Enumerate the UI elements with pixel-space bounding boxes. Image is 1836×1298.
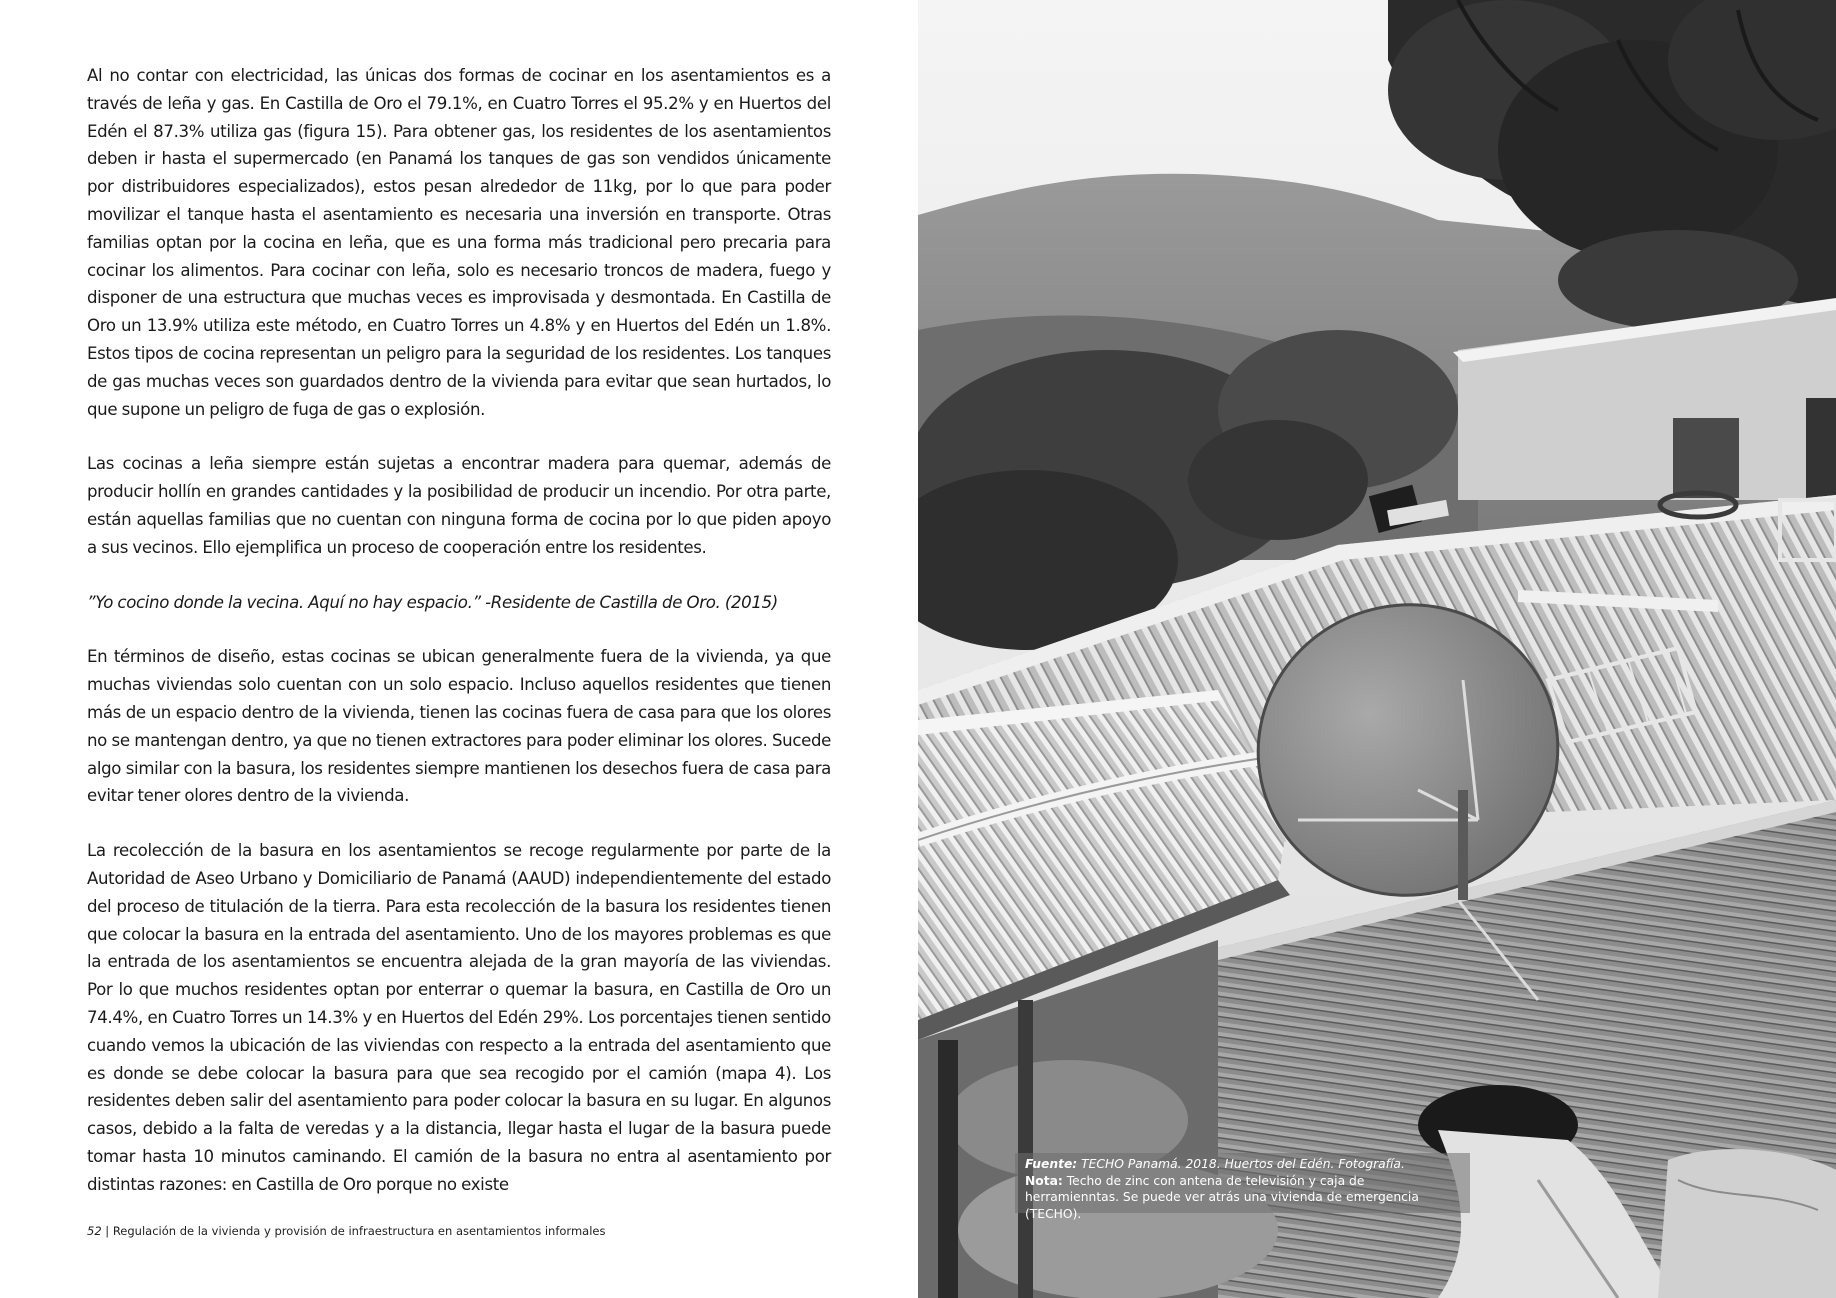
page-footer [87,1224,605,1238]
paragraph-2: Las cocinas a leña siempre están sujetas a encontrar madera para quemar, además de producir hollín en grandes cantidades y la posibilidad de producir un incendio. Por otra parte, están aquellas familias que no cuentan con ninguna forma de cocina por lo que piden apoyo a sus vecinos. Ello ejemplifica un proceso de cooperación entre los residentes. [87,454,831,557]
caption-nota-text: Techo de zinc con antena de televisión y caja de herramienntas. Se puede ver atrás una vivienda de emergencia (TECHO). [1025,1173,1419,1221]
caption-fuente-label: Fuente: [1025,1157,1078,1171]
paragraph-1: Al no contar con electricidad, las únicas dos formas de cocinar en los asentamientos es a través de leña y gas. En Castilla de Oro el 79.1%, en Cuatro Torres el 95.2% y en Huertos del Edén el 87.3% utiliza gas (figura 15). Para obtener gas, los residentes de los asentamientos deben ir hasta el supermercado (en Panamá los tanques de gas son vendidos únicamente por distribuidores especializados), estos pesan alrededor de 11kg, por lo que para poder movilizar el tanque hasta el asentamiento es necesaria una inversión en transporte. Otras familias optan por la cocina en leña, que es una forma más tradicional pero precaria para cocinar los alimentos. Para cocinar con leña, solo es necesario troncos de madera, fuego y disponer de una estructura que muchas veces es improvisada y desmontada. En Castilla de Oro un 13.9% utiliza este método, en Cuatro Torres un 4.8% y en Huertos del Edén un 1.8%. Estos tipos de cocina representan un peligro para la seguridad de los residentes. Los tanques de gas muchas veces son guardados dentro de la vivienda para evitar que sean hurtados, lo que supone un peligro de fuga de gas o explosión. [87,66,831,419]
page-number: 52 [87,1224,102,1238]
caption-note [1025,1173,1460,1223]
paragraph-4: La recolección de la basura en los asentamientos se recoge regularmente por parte de la Autoridad de Aseo Urbano y Domiciliario de Panamá (AAUD) independientemente del estado del proceso de titulación de la tierra. Para esta recolección de la basura los residentes tienen que colocar la basura en la entrada del asentamiento. Uno de los mayores problemas es que la entrada de los asentamientos se encuentra alejada de la gran mayoría de las viviendas. Por lo que muchos residentes optan por enterrar o quemar la basura, en Castilla de Oro un 74.4%, en Cuatro Torres un 14.3% y en Huertos del Edén 29%. Los porcentajes tienen sentido cuando vemos la ubicación de las viviendas con respecto a la entrada del asentamiento que es donde se debe colocar la basura para que sea recogido por el camión (mapa 4). Los residentes deben salir del asentamiento para poder colocar la basura en su lugar. En algunos casos, debido a la falta de veredas y a la distancia, llegar hasta el lugar de la basura puede tomar hasta 10 minutos caminando. El camión de la basura no entra al asentamiento por distintas razones: en Castilla de Oro porque no existe [87,841,831,1194]
caption-fuente-text: TECHO Panamá. 2018. Huertos del Edén. Fotografía. [1081,1157,1405,1171]
caption-nota-label: Nota: [1025,1173,1063,1188]
photo-caption [1015,1153,1470,1221]
resident-quote: ”Yo cocino donde la vecina. Aquí no hay espacio.” -Residente de Castilla de Oro. (2015) [87,592,778,612]
caption-source [1025,1156,1460,1173]
footer-separator: | [105,1224,110,1238]
right-page [918,0,1836,1298]
body-text [87,62,831,1225]
paragraph-3: En términos de diseño, estas cocinas se ubican generalmente fuera de la vivienda, ya que muchas viviendas solo cuentan con un solo espacio. Incluso aquellos residentes que tienen más de un espacio dentro de la vivienda, tienen las cocinas fuera de casa para que los olores no se mantengan dentro, ya que no tienen extractores para poder eliminar los olores. Sucede algo similar con la basura, los residentes siempre mantienen los desechos fuera de casa para evitar tener olores dentro de la vivienda. [87,647,831,806]
settlement-photo [918,0,1836,1298]
footer-title: Regulación de la vivienda y provisión de infraestructura en asentamientos informales [112,1224,606,1238]
